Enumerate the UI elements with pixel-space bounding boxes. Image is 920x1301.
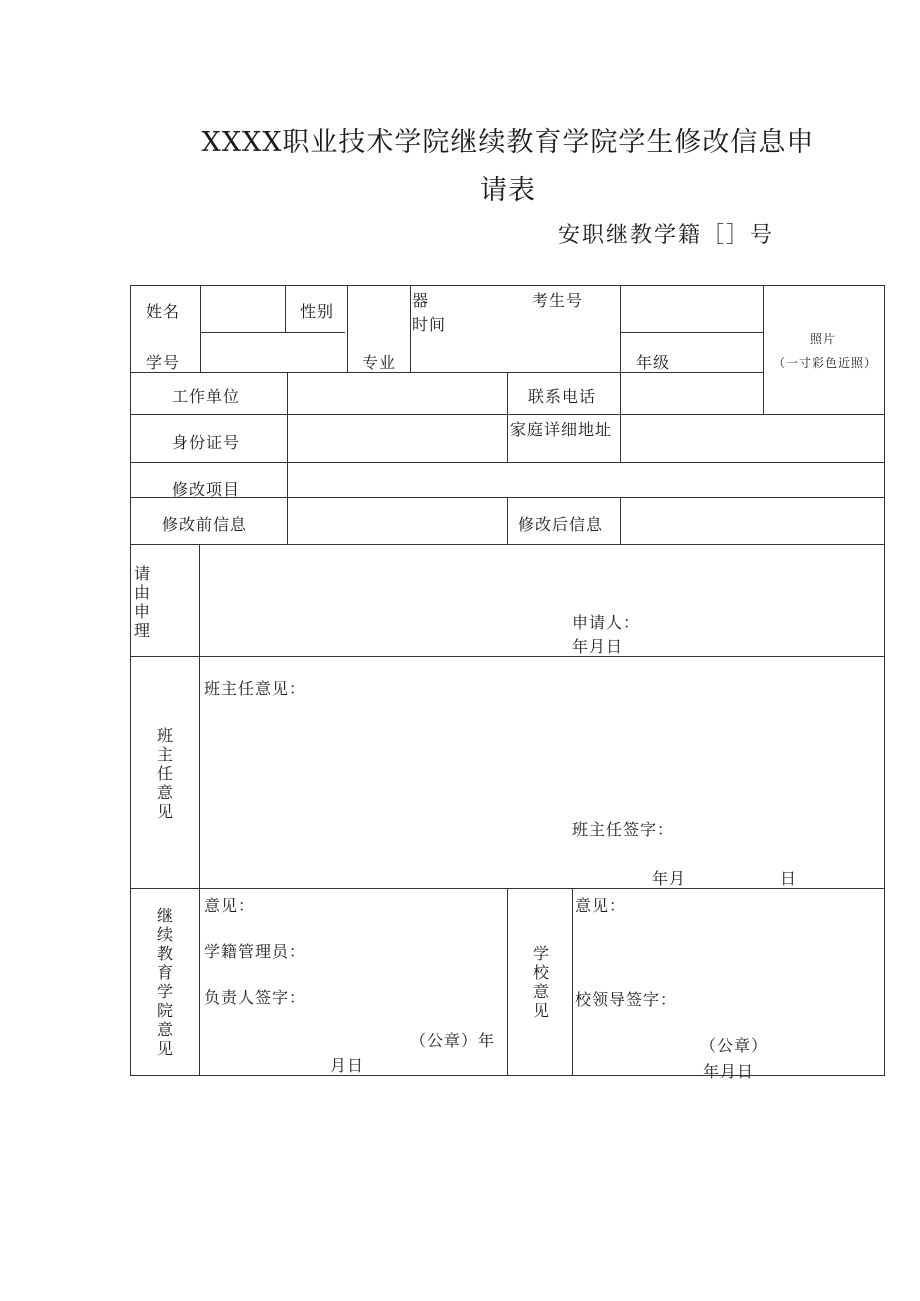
major-label: 专业 bbox=[362, 353, 397, 372]
table-top-border bbox=[130, 285, 885, 286]
leader-sign-label: 校领导签字： bbox=[575, 990, 678, 1009]
row-line bbox=[130, 544, 884, 545]
col-line bbox=[410, 285, 411, 372]
college-seal-year: （公章）年 bbox=[410, 1031, 496, 1050]
col-line bbox=[763, 285, 764, 414]
teacher-opinion-label: 班主任意见： bbox=[204, 679, 307, 698]
grade-label: 年级 bbox=[636, 353, 671, 372]
teacher-date-day: 日 bbox=[780, 869, 798, 888]
teacher-section-label: 班主任意见 bbox=[156, 726, 173, 821]
teacher-date-year-month: 年月 bbox=[652, 869, 687, 888]
photo-note: （一寸彩色近照） bbox=[773, 356, 878, 370]
school-opinion-label: 意见： bbox=[575, 896, 627, 915]
school-section-label: 学校意见 bbox=[532, 944, 549, 1020]
form-title-line1: XXXX职业技术学院继续教育学院学生修改信息申 bbox=[201, 127, 815, 158]
id-number-label: 身份证号 bbox=[172, 433, 241, 452]
col-line bbox=[285, 285, 286, 332]
before-info-label: 修改前信息 bbox=[162, 515, 248, 534]
col-line bbox=[572, 888, 573, 1075]
name-label: 姓名 bbox=[146, 302, 181, 321]
home-address-label: 家庭详细地址 bbox=[510, 420, 613, 439]
table-left-border bbox=[130, 285, 131, 1076]
teacher-sign-label: 班主任签字： bbox=[572, 820, 675, 839]
document-number: 安职继教学籍［］号 bbox=[558, 223, 775, 248]
col-line bbox=[199, 544, 200, 1075]
college-section-label: 继续教育学院意见 bbox=[156, 906, 173, 1058]
col-line bbox=[347, 285, 348, 372]
col-line bbox=[620, 285, 621, 414]
modify-item-label: 修改项目 bbox=[172, 480, 241, 499]
applicant-date: 年月日 bbox=[572, 637, 624, 656]
college-opinion-label: 意见： bbox=[204, 896, 256, 915]
school-seal: （公章） bbox=[700, 1036, 769, 1055]
row-line bbox=[620, 332, 763, 333]
row-line bbox=[200, 332, 345, 333]
gender-label: 性别 bbox=[300, 302, 335, 321]
registrar-label: 学籍管理员： bbox=[204, 942, 307, 961]
col-line bbox=[507, 497, 508, 544]
student-number-label: 学号 bbox=[146, 353, 181, 372]
work-unit-label: 工作单位 bbox=[172, 387, 241, 406]
col-line bbox=[620, 497, 621, 544]
col-line bbox=[200, 285, 201, 372]
qi-label: 器 bbox=[412, 291, 430, 310]
row-line bbox=[130, 462, 884, 463]
table-bottom-border bbox=[130, 1075, 885, 1076]
person-sign-label: 负责人签字： bbox=[204, 988, 307, 1007]
after-info-label: 修改后信息 bbox=[518, 515, 604, 534]
col-line bbox=[287, 372, 288, 544]
exam-number-label: 考生号 bbox=[532, 291, 584, 310]
form-title-line2: 请表 bbox=[480, 175, 536, 206]
col-line bbox=[507, 372, 508, 462]
applicant-label: 申请人： bbox=[572, 613, 641, 632]
phone-label: 联系电话 bbox=[528, 387, 597, 406]
col-line bbox=[620, 414, 621, 462]
time-label: 时间 bbox=[412, 315, 447, 334]
college-month-day: 月日 bbox=[330, 1056, 365, 1075]
reason-section-label: 请由申理 bbox=[133, 564, 150, 640]
school-date: 年月日 bbox=[703, 1062, 755, 1081]
row-line bbox=[130, 656, 884, 657]
table-right-border bbox=[884, 285, 885, 1076]
photo-label: 照片 bbox=[810, 332, 837, 346]
col-line bbox=[507, 888, 508, 1075]
